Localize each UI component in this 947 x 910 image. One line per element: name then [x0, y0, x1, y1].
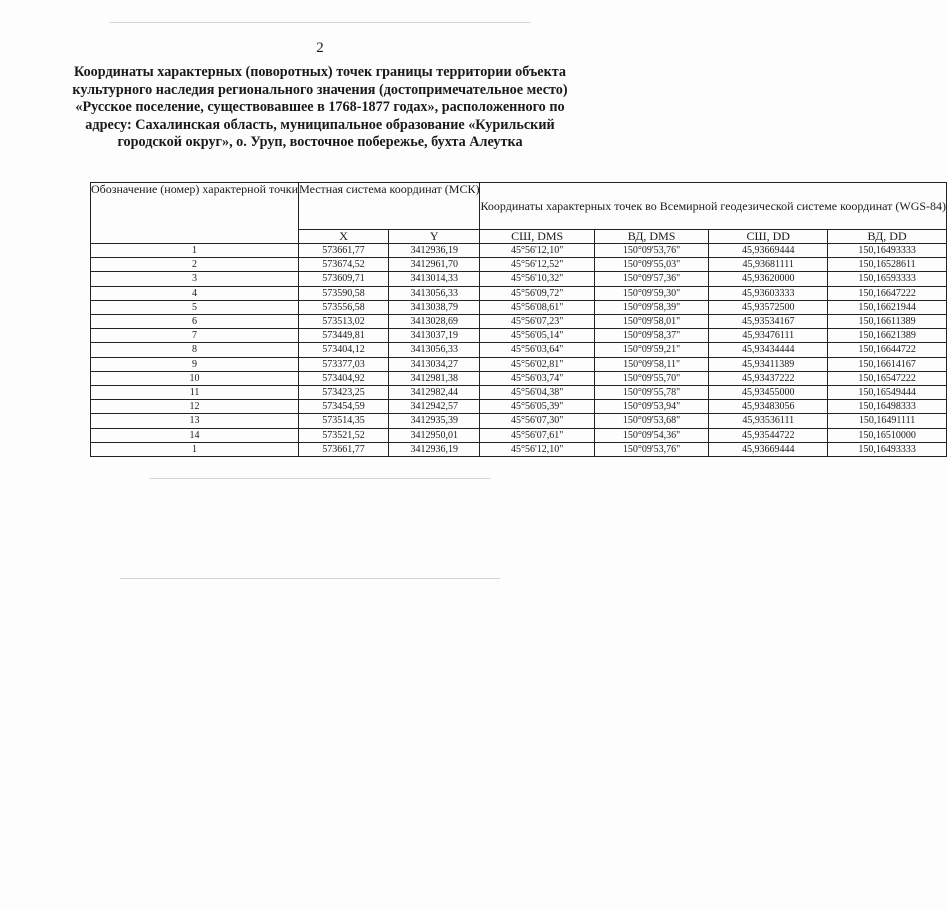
cell-lon-dms: 150°09'58,39": [594, 300, 708, 314]
cell-point-number: 7: [91, 329, 299, 343]
cell-x: 573590,58: [299, 286, 389, 300]
cell-lat-dms: 45°56'12,10": [480, 244, 594, 258]
cell-lon-dd: 150,16621389: [828, 329, 947, 343]
cell-lat-dd: 45,93476111: [709, 329, 828, 343]
subheader-lon-dd: ВД, DD: [828, 230, 947, 244]
cell-lat-dms: 45°56'03,74": [480, 371, 594, 385]
scan-artifact: [120, 578, 500, 579]
header-wgs84-system: Координаты характерных точек во Всемирной геодезической системе координат (WGS-84): [480, 183, 947, 230]
cell-y: 3412936,19: [389, 244, 480, 258]
cell-x: 573454,59: [299, 400, 389, 414]
coordinates-table: [90, 182, 947, 457]
cell-x: 573514,35: [299, 414, 389, 428]
scan-artifact: [110, 22, 530, 23]
cell-point-number: 3: [91, 272, 299, 286]
cell-lat-dms: 45°56'07,23": [480, 315, 594, 329]
cell-point-number: 13: [91, 414, 299, 428]
cell-lat-dms: 45°56'07,30": [480, 414, 594, 428]
cell-x: 573449,81: [299, 329, 389, 343]
cell-y: 3412961,70: [389, 258, 480, 272]
cell-lon-dms: 150°09'53,94": [594, 400, 708, 414]
cell-lon-dms: 150°09'58,11": [594, 357, 708, 371]
table-row: [91, 343, 947, 357]
cell-lat-dms: 45°56'12,52": [480, 258, 594, 272]
cell-y: 3413056,33: [389, 286, 480, 300]
cell-lon-dms: 150°09'53,68": [594, 414, 708, 428]
cell-point-number: 1: [91, 442, 299, 456]
subheader-y: Y: [389, 230, 480, 244]
cell-point-number: 6: [91, 315, 299, 329]
cell-lon-dms: 150°09'59,21": [594, 343, 708, 357]
cell-lon-dd: 150,16614167: [828, 357, 947, 371]
cell-lon-dd: 150,16528611: [828, 258, 947, 272]
cell-y: 3413034,27: [389, 357, 480, 371]
cell-lat-dms: 45°56'08,61": [480, 300, 594, 314]
cell-lat-dd: 45,93483056: [709, 400, 828, 414]
table-row: [91, 414, 947, 428]
document-title: Координаты характерных (поворотных) точек границы территории объекта культурного наследия регионального значения (достопримечательное место) «Русское поселение, существовавшее в 1768-1877 годах», расположенного по адресу: Сахалинская область, муниципальное образование «Курильский городской округ», о. Уруп, восточное побережье, бухта Алеутка: [72, 64, 568, 150]
cell-lon-dd: 150,16547222: [828, 371, 947, 385]
table-row: [91, 428, 947, 442]
cell-point-number: 1: [91, 244, 299, 258]
table-row: [91, 272, 947, 286]
cell-x: 573377,03: [299, 357, 389, 371]
cell-lat-dd: 45,93434444: [709, 343, 828, 357]
cell-point-number: 10: [91, 371, 299, 385]
cell-lon-dms: 150°09'55,03": [594, 258, 708, 272]
cell-lat-dms: 45°56'07,61": [480, 428, 594, 442]
cell-x: 573423,25: [299, 386, 389, 400]
page-number: 2: [316, 40, 324, 56]
cell-lon-dms: 150°09'53,76": [594, 244, 708, 258]
cell-lat-dd: 45,93669444: [709, 244, 828, 258]
cell-lon-dd: 150,16491111: [828, 414, 947, 428]
cell-y: 3412935,39: [389, 414, 480, 428]
cell-lat-dms: 45°56'12,10": [480, 442, 594, 456]
header-local-system: Местная система координат (МСК): [299, 183, 480, 230]
cell-lon-dms: 150°09'54,36": [594, 428, 708, 442]
cell-lon-dd: 150,16493333: [828, 442, 947, 456]
cell-lat-dd: 45,93544722: [709, 428, 828, 442]
cell-y: 3412936,19: [389, 442, 480, 456]
cell-lon-dd: 150,16647222: [828, 286, 947, 300]
scan-artifact: [150, 478, 490, 479]
cell-lon-dms: 150°09'55,70": [594, 371, 708, 385]
subheader-lon-dms: ВД, DMS: [594, 230, 708, 244]
cell-point-number: 2: [91, 258, 299, 272]
table-row: [91, 400, 947, 414]
cell-lat-dd: 45,93455000: [709, 386, 828, 400]
cell-y: 3412942,57: [389, 400, 480, 414]
cell-lat-dd: 45,93620000: [709, 272, 828, 286]
cell-lon-dd: 150,16593333: [828, 272, 947, 286]
cell-lon-dd: 150,16611389: [828, 315, 947, 329]
cell-lat-dms: 45°56'03,64": [480, 343, 594, 357]
cell-lat-dms: 45°56'10,32": [480, 272, 594, 286]
cell-lon-dms: 150°09'55,78": [594, 386, 708, 400]
cell-lat-dms: 45°56'05,39": [480, 400, 594, 414]
cell-x: 573661,77: [299, 244, 389, 258]
cell-y: 3413028,69: [389, 315, 480, 329]
cell-x: 573674,52: [299, 258, 389, 272]
table-row: [91, 286, 947, 300]
cell-lon-dms: 150°09'58,37": [594, 329, 708, 343]
cell-y: 3413038,79: [389, 300, 480, 314]
cell-point-number: 5: [91, 300, 299, 314]
cell-point-number: 8: [91, 343, 299, 357]
cell-x: 573404,12: [299, 343, 389, 357]
table-row: [91, 300, 947, 314]
cell-lon-dms: 150°09'57,36": [594, 272, 708, 286]
table-row: [91, 244, 947, 258]
cell-point-number: 11: [91, 386, 299, 400]
cell-lat-dms: 45°56'05,14": [480, 329, 594, 343]
cell-y: 3412950,01: [389, 428, 480, 442]
cell-lon-dms: 150°09'53,76": [594, 442, 708, 456]
subheader-x: X: [299, 230, 389, 244]
cell-lat-dms: 45°56'09,72": [480, 286, 594, 300]
cell-point-number: 9: [91, 357, 299, 371]
cell-lon-dd: 150,16621944: [828, 300, 947, 314]
cell-lon-dd: 150,16493333: [828, 244, 947, 258]
cell-point-number: 12: [91, 400, 299, 414]
cell-x: 573609,71: [299, 272, 389, 286]
table-row: [91, 371, 947, 385]
cell-y: 3413056,33: [389, 343, 480, 357]
cell-lat-dd: 45,93669444: [709, 442, 828, 456]
cell-lat-dd: 45,93603333: [709, 286, 828, 300]
cell-y: 3413014,33: [389, 272, 480, 286]
cell-lat-dms: 45°56'02,81": [480, 357, 594, 371]
cell-lon-dd: 150,16510000: [828, 428, 947, 442]
table-row: [91, 357, 947, 371]
cell-y: 3412982,44: [389, 386, 480, 400]
table-row: [91, 442, 947, 456]
header-point-number: Обозначение (номер) характерной точки: [91, 183, 299, 244]
table-row: [91, 315, 947, 329]
cell-lat-dd: 45,93681111: [709, 258, 828, 272]
cell-lat-dms: 45°56'04,38": [480, 386, 594, 400]
table-row: [91, 386, 947, 400]
cell-x: 573556,58: [299, 300, 389, 314]
cell-y: 3413037,19: [389, 329, 480, 343]
cell-y: 3412981,38: [389, 371, 480, 385]
table-row: [91, 329, 947, 343]
cell-lon-dd: 150,16644722: [828, 343, 947, 357]
cell-lat-dd: 45,93572500: [709, 300, 828, 314]
cell-x: 573661,77: [299, 442, 389, 456]
subheader-lat-dms: СШ, DMS: [480, 230, 594, 244]
cell-x: 573404,92: [299, 371, 389, 385]
table-row: [91, 258, 947, 272]
cell-point-number: 14: [91, 428, 299, 442]
cell-lon-dms: 150°09'58,01": [594, 315, 708, 329]
cell-x: 573513,02: [299, 315, 389, 329]
cell-lon-dd: 150,16498333: [828, 400, 947, 414]
cell-point-number: 4: [91, 286, 299, 300]
subheader-lat-dd: СШ, DD: [709, 230, 828, 244]
cell-lat-dd: 45,93437222: [709, 371, 828, 385]
cell-lat-dd: 45,93536111: [709, 414, 828, 428]
cell-lon-dd: 150,16549444: [828, 386, 947, 400]
cell-lat-dd: 45,93534167: [709, 315, 828, 329]
cell-lat-dd: 45,93411389: [709, 357, 828, 371]
cell-x: 573521,52: [299, 428, 389, 442]
cell-lon-dms: 150°09'59,30": [594, 286, 708, 300]
